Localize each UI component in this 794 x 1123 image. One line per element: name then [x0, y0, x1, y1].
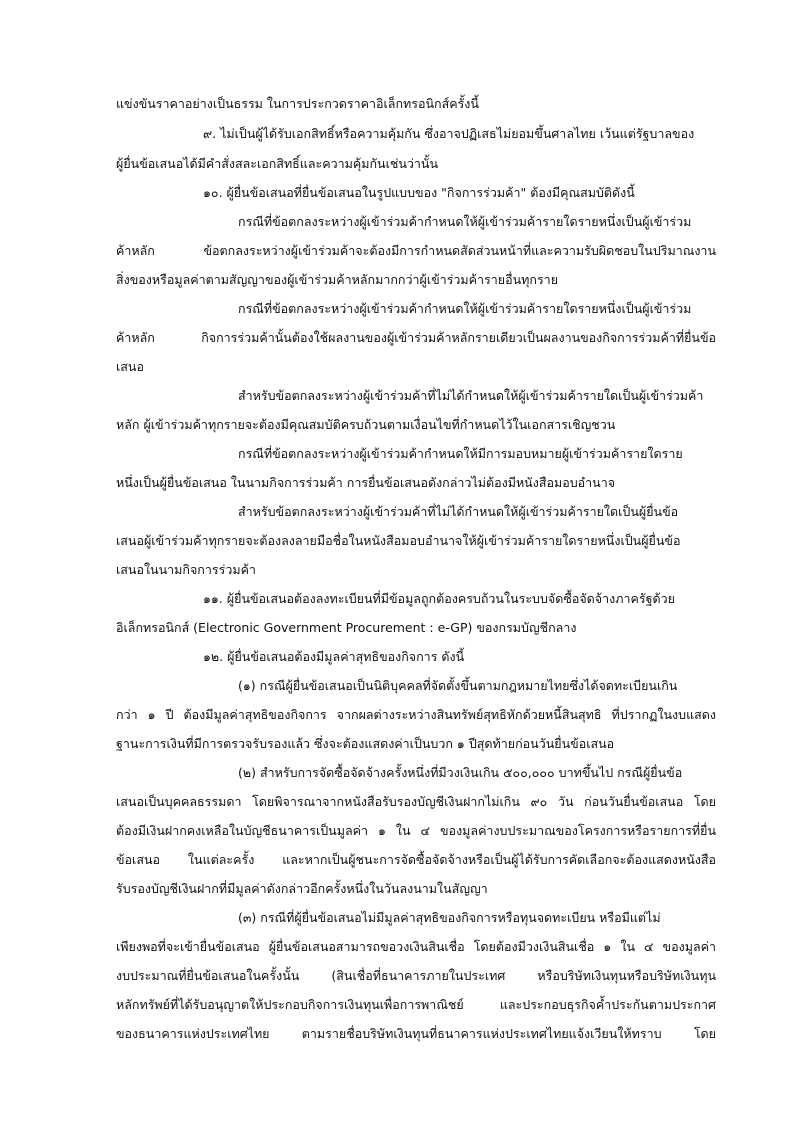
text-line: เสนอ — [116, 359, 144, 374]
clause-9: ๙. ไม่เป็นผู้ได้รับเอกสิทธิ์หรือความคุ้มกัน ซึ่งอาจปฏิเสธไม่ยอมขึ้นศาลไทย เว้นแต่รัฐบาลของ — [203, 126, 695, 141]
text-line: ต้องมีเงินฝากคงเหลือในบัญชีธนาคารเป็นมูลค่า ๑ ใน ๔ ของมูลค่างบประมาณของโครงการหรือรายการที่ยื่น — [116, 823, 716, 838]
text-line: เสนอเป็นบุคคลธรรมดา โดยพิจารณาจากหนังสือรับรองบัญชีเงินฝากไม่เกิน ๙๐ วัน ก่อนวันยื่นข้อเสนอ โดย — [116, 794, 716, 809]
text-line: ข้อเสนอ ในแต่ละครั้ง และหากเป็นผู้ชนะการจัดซื้อจัดจ้างหรือเป็นผู้ได้รับการคัดเลือกจะต้องแสดงหนังสือ — [116, 852, 716, 867]
text-line: ฐานะการเงินที่มีการตรวจรับรองแล้ว ซึ่งจะต้องแสดงค่าเป็นบวก ๑ ปีสุดท้ายก่อนวันยื่นข้อเสนอ — [116, 736, 615, 751]
text-line: ของธนาคารแห่งประเทศไทย ตามรายชื่อบริษัทเงินทุนที่ธนาคารแห่งประเทศไทยแจ้งเวียนให้ทราบ โดย — [116, 1026, 716, 1041]
text-line: งบประมาณที่ยื่นข้อเสนอในครั้งนั้น (สินเชื่อที่ธนาคารภายในประเทศ หรือบริษัทเงินทุนหรือบริษัทเงินทุน — [116, 968, 716, 983]
text-line: รับรองบัญชีเงินฝากที่มีมูลค่าดังกล่าวอีกครั้งหนึ่งในวันลงนามในสัญญา — [116, 881, 488, 896]
text-line: สิ่งของหรือมูลค่าตามสัญญาของผู้เข้าร่วมค้าหลักมากกว่าผู้เข้าร่วมค้ารายอื่นทุกราย — [116, 272, 559, 287]
text-line: สำหรับข้อตกลงระหว่างผู้เข้าร่วมค้าที่ไม่ได้กำหนดให้ผู้เข้าร่วมค้ารายใดเป็นผู้เข้าร่วมค้า — [238, 388, 704, 403]
text-line: เสนอผู้เข้าร่วมค้าทุกรายจะต้องลงลายมือชื่อในหนังสือมอบอำนาจให้ผู้เข้าร่วมค้ารายใดรายหนึ่งเป็นผู้ยื่นข้อ — [116, 533, 681, 548]
text-line: กว่า ๑ ปี ต้องมีมูลค่าสุทธิของกิจการ จากผลต่างระหว่างสินทรัพย์สุทธิหักด้วยหนี้สินสุทธิ ที่ปรากฏในงบแสดง — [116, 707, 716, 722]
clause-10: ๑๐. ผู้ยื่นข้อเสนอที่ยื่นข้อเสนอในรูปแบบของ "กิจการร่วมค้า" ต้องมีคุณสมบัติดังนี้ — [203, 185, 635, 200]
text-line: สำหรับข้อตกลงระหว่างผู้เข้าร่วมค้าที่ไม่ได้กำหนดให้ผู้เข้าร่วมค้ารายใดเป็นผู้ยื่นข้อ — [238, 504, 679, 519]
text-line: กรณีที่ข้อตกลงระหว่างผู้เข้าร่วมค้ากำหนดให้มีการมอบหมายผู้เข้าร่วมค้ารายใดราย — [238, 446, 683, 461]
clause-12: ๑๒. ผู้ยื่นข้อเสนอต้องมีมูลค่าสุทธิของกิจการ ดังนี้ — [203, 649, 465, 664]
clause-11: ๑๑. ผู้ยื่นข้อเสนอต้องลงทะเบียนที่มีข้อมูลถูกต้องครบถ้วนในระบบจัดซื้อจัดจ้างภาครัฐด้วย — [203, 591, 675, 606]
text-line: ค้าหลัก กิจการร่วมค้านั้นต้องใช้ผลงานของผู้เข้าร่วมค้าหลักรายเดียวเป็นผลงานของกิจการร่วมค้าที่ยื่นข้อ — [116, 330, 716, 345]
text-line: กรณีที่ข้อตกลงระหว่างผู้เข้าร่วมค้ากำหนดให้ผู้เข้าร่วมค้ารายใดรายหนึ่งเป็นผู้เข้าร่วม — [238, 214, 692, 229]
text-line: กรณีที่ข้อตกลงระหว่างผู้เข้าร่วมค้ากำหนดให้ผู้เข้าร่วมค้ารายใดรายหนึ่งเป็นผู้เข้าร่วม — [238, 301, 692, 316]
subclause-2: (๒) สำหรับการจัดซื้อจัดจ้างครั้งหนึ่งที่มีวงเงินเกิน ๕๐๐,๐๐๐ บาทขึ้นไป กรณีผู้ยื่นข้อ — [238, 765, 683, 780]
subclause-1: (๑) กรณีผู้ยื่นข้อเสนอเป็นนิติบุคคลที่จัดตั้งขึ้นตามกฎหมายไทยซึ่งได้จดทะเบียนเกิน — [238, 678, 678, 693]
text-line: หนึ่งเป็นผู้ยื่นข้อเสนอ ในนามกิจการร่วมค้า การยื่นข้อเสนอดังกล่าวไม่ต้องมีหนังสือมอบอำนาจ — [116, 475, 616, 490]
text-line: เสนอในนามกิจการร่วมค้า — [116, 562, 256, 577]
text-line: ผู้ยื่นข้อเสนอได้มีคำสั่งสละเอกสิทธิ์และความคุ้มกันเช่นว่านั้น — [116, 156, 439, 171]
text-line: หลักทรัพย์ที่ได้รับอนุญาตให้ประกอบกิจการเงินทุนเพื่อการพาณิชย์ และประกอบธุรกิจค้ำประกันตามประกาศ — [116, 997, 716, 1012]
text-line: หลัก ผู้เข้าร่วมค้าทุกรายจะต้องมีคุณสมบัติครบถ้วนตามเงื่อนไขที่กำหนดไว้ในเอกสารเชิญชวน — [116, 417, 616, 432]
text-line: แข่งขันราคาอย่างเป็นธรรม ในการประกวดราคาอิเล็กทรอนิกส์ครั้งนี้ — [116, 96, 479, 111]
text-line: อิเล็กทรอนิกส์ (Electronic Government Procurement : e-GP) ของกรมบัญชีกลาง — [116, 620, 577, 635]
text-line: ค้าหลัก ข้อตกลงระหว่างผู้เข้าร่วมค้าจะต้องมีการกำหนดสัดส่วนหน้าที่และความรับผิดชอบในปริมาณงาน — [116, 243, 716, 258]
subclause-3: (๓) กรณีที่ผู้ยื่นข้อเสนอไม่มีมูลค่าสุทธิของกิจการหรือทุนจดทะเบียน หรือมีแต่ไม่ — [238, 910, 661, 925]
text-line: เพียงพอที่จะเข้ายื่นข้อเสนอ ผู้ยื่นข้อเสนอสามารถขอวงเงินสินเชื่อ โดยต้องมีวงเงินสินเชื่อ ๑ ใน ๔ ของมูลค่า — [116, 939, 716, 954]
